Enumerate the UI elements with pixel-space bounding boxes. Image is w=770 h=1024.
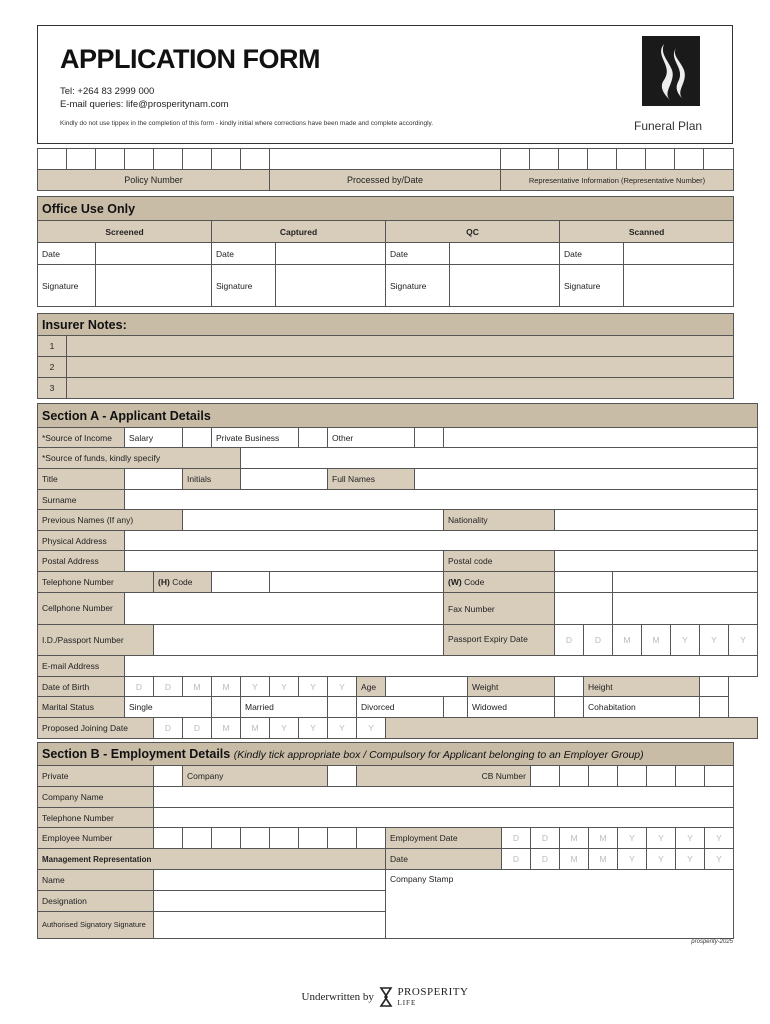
note-field[interactable] — [67, 357, 734, 378]
company-name-label: Company Name — [38, 787, 154, 808]
expiry-year-box[interactable]: Y — [729, 625, 758, 656]
company-telephone-field[interactable] — [154, 808, 734, 828]
weight-label: Weight — [468, 677, 555, 697]
expiry-year-box[interactable]: Y — [671, 625, 700, 656]
mgmt-month-box[interactable]: M — [560, 849, 589, 870]
email-address-field[interactable] — [125, 656, 758, 677]
employee-box[interactable] — [241, 828, 270, 849]
email-address-label: E-mail Address — [38, 656, 125, 677]
full-names-label: Full Names — [328, 469, 415, 490]
mgmt-year-box[interactable]: Y — [705, 849, 734, 870]
home-telephone-field[interactable] — [270, 572, 444, 593]
private-business-checkbox[interactable] — [299, 428, 328, 448]
fax-code-field[interactable] — [555, 593, 613, 625]
company-telephone-label: Telephone Number — [38, 808, 154, 828]
scanned-signature-field[interactable] — [624, 265, 734, 307]
mgmt-year-box[interactable]: Y — [618, 849, 647, 870]
single-checkbox[interactable] — [212, 697, 241, 718]
prosperity-brand — [397, 987, 468, 1008]
policy-box[interactable] — [125, 149, 154, 170]
dob-month-box[interactable]: M — [212, 677, 241, 697]
age-label: Age — [357, 677, 386, 697]
home-code-prefix: (H) — [158, 577, 170, 587]
employment-day-box[interactable]: D — [531, 828, 560, 849]
cb-box[interactable] — [531, 766, 560, 787]
employment-year-box[interactable]: Y — [705, 828, 734, 849]
section-b-heading — [38, 743, 734, 766]
form-header — [37, 25, 733, 144]
note-number: 1 — [38, 336, 67, 357]
dob-year-box[interactable]: Y — [328, 677, 357, 697]
cb-box[interactable] — [705, 766, 734, 787]
company-stamp-area[interactable] — [386, 870, 734, 939]
tel-text: Tel: +264 83 2999 000 — [60, 86, 155, 97]
dob-year-box[interactable]: Y — [299, 677, 328, 697]
joining-day-box[interactable]: D — [154, 718, 183, 739]
policy-box[interactable] — [38, 149, 67, 170]
id-passport-field[interactable] — [154, 625, 444, 656]
employee-box[interactable] — [183, 828, 212, 849]
mgmt-date-label: Date — [386, 849, 502, 870]
company-label: Company — [183, 766, 328, 787]
captured-date-field[interactable] — [276, 243, 386, 265]
surname-label: Surname — [38, 490, 125, 510]
processed-label: Processed by/Date — [270, 170, 501, 191]
company-stamp-label: Company Stamp — [390, 874, 454, 884]
rep-box[interactable] — [530, 149, 559, 170]
joining-year-box[interactable]: Y — [357, 718, 386, 739]
section-a-heading: Section A - Applicant Details — [38, 404, 758, 428]
home-code-label — [154, 572, 212, 593]
signature-label: Signature — [212, 265, 276, 307]
policy-table — [37, 148, 734, 191]
divorced-label: Divorced — [357, 697, 444, 718]
work-code-field[interactable] — [555, 572, 613, 593]
note-number: 3 — [38, 378, 67, 399]
management-representation-label: Management Representation — [38, 849, 386, 870]
other-checkbox[interactable] — [415, 428, 444, 448]
private-checkbox[interactable] — [154, 766, 183, 787]
cb-box[interactable] — [560, 766, 589, 787]
signature-label: Signature — [560, 265, 624, 307]
dob-year-box[interactable]: Y — [270, 677, 299, 697]
date-label: Date — [212, 243, 276, 265]
rep-box[interactable] — [588, 149, 617, 170]
note-field[interactable] — [67, 336, 734, 357]
weight-field[interactable] — [555, 677, 584, 697]
email-text: E-mail queries: life@prosperitynam.com — [60, 99, 229, 110]
employee-box[interactable] — [154, 828, 183, 849]
employment-month-box[interactable]: M — [589, 828, 618, 849]
physical-address-label: Physical Address — [38, 531, 125, 551]
joining-month-box[interactable]: M — [212, 718, 241, 739]
policy-box[interactable] — [241, 149, 270, 170]
postal-code-label: Postal code — [444, 551, 555, 572]
dob-day-box[interactable]: D — [154, 677, 183, 697]
employment-month-box[interactable]: M — [560, 828, 589, 849]
rep-box[interactable] — [501, 149, 530, 170]
divorced-checkbox[interactable] — [444, 697, 468, 718]
prosperity-brand-sub: LIFE — [397, 999, 417, 1007]
cb-box[interactable] — [618, 766, 647, 787]
scanned-heading: Scanned — [560, 221, 734, 243]
employee-box[interactable] — [270, 828, 299, 849]
tippex-note: Kindly do not use tippex in the completion of this form - kindly initial where corrections have been made and complete accordingly. — [60, 120, 434, 127]
previous-names-field[interactable] — [183, 510, 444, 531]
single-label: Single — [125, 697, 212, 718]
age-field[interactable] — [386, 677, 468, 697]
employment-year-box[interactable]: Y — [676, 828, 705, 849]
joining-year-box[interactable]: Y — [299, 718, 328, 739]
policy-box[interactable] — [154, 149, 183, 170]
joining-year-box[interactable]: Y — [328, 718, 357, 739]
telephone-label: Telephone Number — [38, 572, 154, 593]
policy-box[interactable] — [67, 149, 96, 170]
mgmt-year-box[interactable]: Y — [647, 849, 676, 870]
name-label: Name — [38, 870, 154, 891]
mgmt-month-box[interactable]: M — [589, 849, 618, 870]
section-b-title: Section B - Employment Details — [42, 747, 231, 761]
office-use-heading: Office Use Only — [38, 197, 734, 221]
note-number: 2 — [38, 357, 67, 378]
joining-day-box[interactable]: D — [183, 718, 212, 739]
expiry-month-box[interactable]: M — [613, 625, 642, 656]
married-checkbox[interactable] — [328, 697, 357, 718]
employment-year-box[interactable]: Y — [647, 828, 676, 849]
prosperity-logo-icon — [377, 986, 395, 1008]
marital-status-label: Marital Status — [38, 697, 125, 718]
date-label: Date — [386, 243, 450, 265]
nationality-label: Nationality — [444, 510, 555, 531]
signature-label: Signature — [386, 265, 450, 307]
captured-signature-field[interactable] — [276, 265, 386, 307]
insurer-notes-table — [37, 313, 734, 399]
nationality-field[interactable] — [555, 510, 758, 531]
private-business-label: Private Business — [212, 428, 299, 448]
work-telephone-field[interactable] — [613, 572, 758, 593]
screened-signature-field[interactable] — [96, 265, 212, 307]
source-funds-label: *Source of funds, kindly specify — [38, 448, 241, 469]
rep-box[interactable] — [617, 149, 646, 170]
date-label: Date — [560, 243, 624, 265]
section-b-subtitle: (Kindly tick appropriate box / Compulsory for Applicant belonging to an Employer Group) — [233, 749, 644, 761]
previous-names-label: Previous Names (If any) — [38, 510, 183, 531]
expiry-month-box[interactable]: M — [642, 625, 671, 656]
policy-number-label: Policy Number — [38, 170, 270, 191]
scanned-date-field[interactable] — [624, 243, 734, 265]
designation-label: Designation — [38, 891, 154, 912]
employee-box[interactable] — [328, 828, 357, 849]
processed-field[interactable] — [270, 149, 501, 170]
qc-signature-field[interactable] — [450, 265, 560, 307]
height-field[interactable] — [700, 677, 729, 697]
section-a-table — [37, 403, 758, 739]
mgmt-year-box[interactable]: Y — [676, 849, 705, 870]
funeral-plan-logo — [642, 36, 700, 106]
flame-logo-icon — [642, 36, 700, 106]
company-checkbox[interactable] — [328, 766, 357, 787]
signature-label: Signature — [38, 265, 96, 307]
office-use-table — [37, 196, 734, 307]
employment-day-box[interactable]: D — [502, 828, 531, 849]
prosperity-brand-name: PROSPERITY — [397, 985, 469, 998]
id-passport-label: I.D./Passport Number — [38, 625, 154, 656]
section-b-table — [37, 742, 734, 939]
mgmt-day-box[interactable]: D — [502, 849, 531, 870]
work-code-label — [444, 572, 555, 593]
postal-code-field[interactable] — [555, 551, 758, 572]
title-label: Title — [38, 469, 125, 490]
work-code-prefix: (W) — [448, 577, 462, 587]
company-name-field[interactable] — [154, 787, 734, 808]
joining-date-label: Proposed Joining Date — [38, 718, 154, 739]
cohabitation-label: Cohabitation — [584, 697, 700, 718]
joining-month-box[interactable]: M — [241, 718, 270, 739]
cb-number-label: CB Number — [357, 766, 531, 787]
salary-label: Salary — [125, 428, 183, 448]
employee-box[interactable] — [212, 828, 241, 849]
underwritten-footer — [0, 986, 770, 1008]
postal-address-label: Postal Address — [38, 551, 125, 572]
underwritten-text: Underwritten by — [301, 991, 374, 1003]
rep-box[interactable] — [646, 149, 675, 170]
cohabitation-checkbox[interactable] — [700, 697, 729, 718]
expiry-day-box[interactable]: D — [584, 625, 613, 656]
other-specify-field[interactable] — [444, 428, 758, 448]
initials-field[interactable] — [241, 469, 328, 490]
work-code-text: Code — [464, 577, 485, 587]
employee-box[interactable] — [357, 828, 386, 849]
policy-box[interactable] — [96, 149, 125, 170]
cb-box[interactable] — [589, 766, 618, 787]
surname-field[interactable] — [125, 490, 758, 510]
qc-heading: QC — [386, 221, 560, 243]
captured-heading: Captured — [212, 221, 386, 243]
rep-box[interactable] — [559, 149, 588, 170]
cb-box[interactable] — [647, 766, 676, 787]
insurer-notes-heading: Insurer Notes: — [38, 314, 734, 336]
salary-checkbox[interactable] — [183, 428, 212, 448]
employment-year-box[interactable]: Y — [618, 828, 647, 849]
employee-number-label: Employee Number — [38, 828, 154, 849]
widowed-checkbox[interactable] — [555, 697, 584, 718]
private-label: Private — [38, 766, 154, 787]
rep-box[interactable] — [675, 149, 704, 170]
name-field[interactable] — [154, 870, 386, 891]
home-code-text: Code — [172, 577, 193, 587]
dob-day-box[interactable]: D — [125, 677, 154, 697]
form-title: APPLICATION FORM — [60, 44, 320, 74]
cb-box[interactable] — [676, 766, 705, 787]
mgmt-day-box[interactable]: D — [531, 849, 560, 870]
employee-box[interactable] — [299, 828, 328, 849]
joining-year-box[interactable]: Y — [270, 718, 299, 739]
home-code-field[interactable] — [212, 572, 270, 593]
policy-box[interactable] — [212, 149, 241, 170]
married-label: Married — [241, 697, 328, 718]
fax-label: Fax Number — [444, 593, 555, 625]
logo-label: Funeral Plan — [634, 119, 703, 133]
dob-year-box[interactable]: Y — [241, 677, 270, 697]
full-names-field[interactable] — [415, 469, 758, 490]
authorised-signatory-label: Authorised Signatory Signature — [38, 912, 154, 939]
height-label: Height — [584, 677, 700, 697]
version-text: prosperity-2025 — [691, 939, 733, 945]
screened-date-field[interactable] — [96, 243, 212, 265]
cellphone-label: Cellphone Number — [38, 593, 125, 625]
title-field[interactable] — [125, 469, 183, 490]
cellphone-field[interactable] — [125, 593, 444, 625]
screened-heading: Screened — [38, 221, 212, 243]
qc-date-field[interactable] — [450, 243, 560, 265]
widowed-label: Widowed — [468, 697, 555, 718]
physical-address-field[interactable] — [125, 531, 758, 551]
dob-label: Date of Birth — [38, 677, 125, 697]
policy-box[interactable] — [183, 149, 212, 170]
source-funds-field[interactable] — [241, 448, 758, 469]
initials-label: Initials — [183, 469, 241, 490]
employment-date-label: Employment Date — [386, 828, 502, 849]
fax-number-field[interactable] — [613, 593, 758, 625]
rep-info-label: Representative Information (Representative Number) — [501, 170, 734, 191]
passport-expiry-label: Passport Expiry Date — [444, 625, 555, 656]
expiry-day-box[interactable]: D — [555, 625, 584, 656]
note-field[interactable] — [67, 378, 734, 399]
authorised-signatory-field[interactable] — [154, 912, 386, 939]
date-label: Date — [38, 243, 96, 265]
rep-box[interactable] — [704, 149, 734, 170]
postal-address-field[interactable] — [125, 551, 444, 572]
dob-month-box[interactable]: M — [183, 677, 212, 697]
expiry-year-box[interactable]: Y — [700, 625, 729, 656]
designation-field[interactable] — [154, 891, 386, 912]
joining-date-filler — [386, 718, 758, 739]
source-income-label: *Source of Income — [38, 428, 125, 448]
other-label: Other — [328, 428, 415, 448]
